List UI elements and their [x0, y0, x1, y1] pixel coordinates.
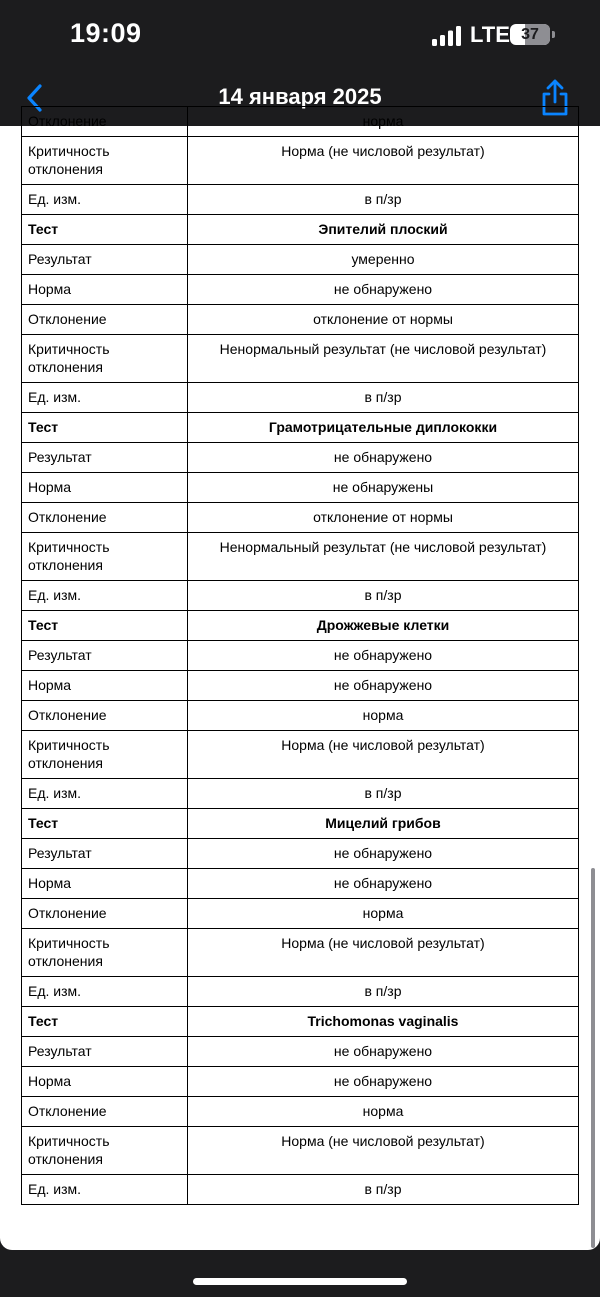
row-value: Ненормальный результат (не числовой результат) — [188, 335, 579, 383]
table-row — [22, 185, 579, 215]
battery-level: 37 — [521, 26, 539, 43]
home-indicator[interactable] — [193, 1278, 407, 1285]
row-value: Норма (не числовой результат) — [188, 1127, 579, 1175]
row-value: не обнаружено — [188, 1037, 579, 1067]
row-label: Критичность отклонения — [22, 137, 188, 185]
test-header-row — [22, 611, 579, 641]
status-bar — [0, 0, 600, 72]
row-value: норма — [188, 107, 579, 137]
table-row — [22, 107, 579, 137]
row-label: Критичность отклонения — [22, 335, 188, 383]
network-type: LTE — [470, 22, 510, 47]
table-row — [22, 581, 579, 611]
row-label: Ед. изм. — [22, 383, 188, 413]
table-row — [22, 275, 579, 305]
row-label: Норма — [22, 275, 188, 305]
table-row — [22, 305, 579, 335]
row-value: Норма (не числовой результат) — [188, 137, 579, 185]
table-row — [22, 929, 579, 977]
row-label: Ед. изм. — [22, 977, 188, 1007]
row-value: Эпителий плоский — [188, 215, 579, 245]
table-row — [22, 839, 579, 869]
test-header-row — [22, 413, 579, 443]
row-label: Критичность отклонения — [22, 1127, 188, 1175]
row-label: Отклонение — [22, 305, 188, 335]
row-value: не обнаружено — [188, 275, 579, 305]
row-label: Тест — [22, 1007, 188, 1037]
row-label: Критичность отклонения — [22, 731, 188, 779]
table-row — [22, 383, 579, 413]
cellular-signal-icon — [432, 26, 462, 46]
table-row — [22, 503, 579, 533]
row-label: Ед. изм. — [22, 779, 188, 809]
table-row — [22, 1067, 579, 1097]
table-row — [22, 137, 579, 185]
table-row — [22, 245, 579, 275]
row-value: Норма (не числовой результат) — [188, 929, 579, 977]
row-label: Норма — [22, 671, 188, 701]
table-row — [22, 731, 579, 779]
row-label: Норма — [22, 473, 188, 503]
row-label: Тест — [22, 611, 188, 641]
row-value: Грамотрицательные диплококки — [188, 413, 579, 443]
row-value: не обнаружено — [188, 839, 579, 869]
row-label: Результат — [22, 245, 188, 275]
row-value: не обнаружено — [188, 641, 579, 671]
row-label: Результат — [22, 443, 188, 473]
row-label: Ед. изм. — [22, 185, 188, 215]
table-row — [22, 977, 579, 1007]
table-row — [22, 473, 579, 503]
row-value: в п/зр — [188, 185, 579, 215]
row-label: Ед. изм. — [22, 581, 188, 611]
row-value: норма — [188, 899, 579, 929]
row-value: отклонение от нормы — [188, 305, 579, 335]
table-row — [22, 1037, 579, 1067]
row-value: в п/зр — [188, 581, 579, 611]
row-value: умеренно — [188, 245, 579, 275]
row-label: Норма — [22, 1067, 188, 1097]
row-label: Ед. изм. — [22, 1175, 188, 1205]
table-row — [22, 779, 579, 809]
table-row — [22, 1127, 579, 1175]
row-label: Отклонение — [22, 1097, 188, 1127]
row-label: Результат — [22, 641, 188, 671]
row-label: Отклонение — [22, 503, 188, 533]
row-value: Trichomonas vaginalis — [188, 1007, 579, 1037]
row-value: не обнаружены — [188, 473, 579, 503]
table-row — [22, 869, 579, 899]
battery-icon — [510, 24, 556, 46]
page-title: 14 января 2025 — [218, 84, 382, 109]
row-label: Критичность отклонения — [22, 929, 188, 977]
row-value: не обнаружено — [188, 869, 579, 899]
table-row — [22, 641, 579, 671]
row-value: норма — [188, 1097, 579, 1127]
row-label: Результат — [22, 1037, 188, 1067]
document-view[interactable] — [0, 113, 600, 1250]
scrollbar[interactable] — [591, 868, 595, 1248]
row-value: Мицелий грибов — [188, 809, 579, 839]
row-value: Ненормальный результат (не числовой результат) — [188, 533, 579, 581]
results-table — [21, 106, 579, 1205]
row-label: Критичность отклонения — [22, 533, 188, 581]
table-row — [22, 701, 579, 731]
row-value: отклонение от нормы — [188, 503, 579, 533]
row-label: Тест — [22, 413, 188, 443]
row-value: в п/зр — [188, 779, 579, 809]
row-value: не обнаружено — [188, 1067, 579, 1097]
row-label: Норма — [22, 869, 188, 899]
table-row — [22, 899, 579, 929]
table-row — [22, 335, 579, 383]
row-value: Норма (не числовой результат) — [188, 731, 579, 779]
row-value: в п/зр — [188, 383, 579, 413]
table-row — [22, 1175, 579, 1205]
row-value: в п/зр — [188, 977, 579, 1007]
table-row — [22, 671, 579, 701]
row-label: Тест — [22, 215, 188, 245]
table-row — [22, 1097, 579, 1127]
row-label: Отклонение — [22, 701, 188, 731]
table-row — [22, 443, 579, 473]
row-label: Тест — [22, 809, 188, 839]
row-value: Дрожжевые клетки — [188, 611, 579, 641]
row-label: Результат — [22, 839, 188, 869]
row-label: Отклонение — [22, 899, 188, 929]
row-value: не обнаружено — [188, 671, 579, 701]
table-row — [22, 533, 579, 581]
row-value: норма — [188, 701, 579, 731]
row-value: в п/зр — [188, 1175, 579, 1205]
test-header-row — [22, 215, 579, 245]
row-label: Отклонение — [22, 107, 188, 137]
status-time: 19:09 — [70, 18, 142, 48]
test-header-row — [22, 809, 579, 839]
test-header-row — [22, 1007, 579, 1037]
row-value: не обнаружено — [188, 443, 579, 473]
